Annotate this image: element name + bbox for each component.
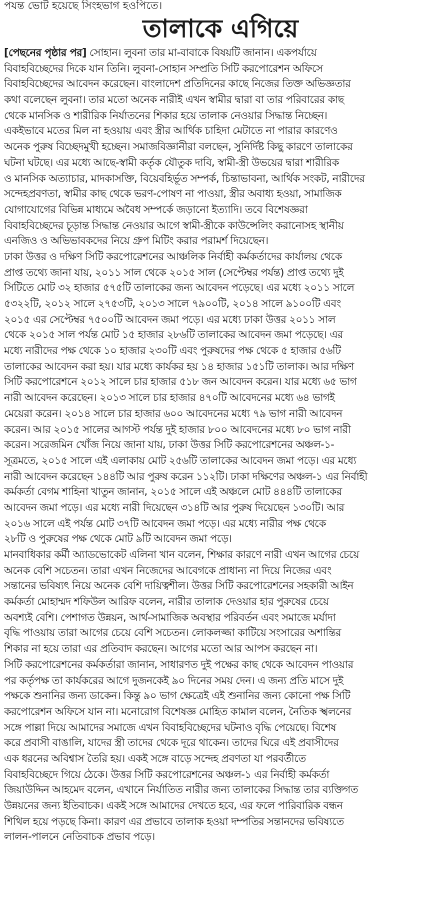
article-line: ৫৩২২টি, ২০১২ সালে ২৭৫৩টি, ২০১৩ সালে ৭৯০০টি, ২০১৪ সালে ৯১০০টি এবং: [4, 298, 341, 310]
previous-article-fragment: পযন্ত ভোট হয়েছে সিংহভাগ হওপিতে।: [4, 0, 163, 12]
article-line: সিটি করপোরেশনে ২০১২ সালে চার হাজার ৫১৮ জন আবেদন করেন। যার মধ্যে ৬৫ ভাগ: [4, 376, 357, 389]
article-line: নারী আবেদন করেছেন। ২০১৩ সালে চার হাজার ৪৭০টি আবেদনের মধ্যে ৬৪ ভাগই: [4, 392, 335, 405]
article-line: বিবাহবিচ্ছেদে গিয়ে ঠেকে। উত্তর সিটি করপোরেশনের অঞ্চল-১ এর নির্বাহী কর্মকর্তা: [4, 768, 330, 781]
jump-label: [পেছনের পৃষ্ঠার পর]: [4, 47, 87, 59]
article-line: থেকে মানসিক ও শারীরিক নির্যাতনের শিকার হয়ে তালাক নেওয়ার সিদ্ধান্ত নিচ্ছেন।: [4, 109, 328, 122]
article-line: প্রাপ্ত তথ্যে জানা যায়, ২০১১ সাল থেকে ২০১৫ সাল (সেপ্টেম্বর পর্যন্ত) প্রাপ্ত তথ্যে দুই: [4, 266, 344, 279]
article-line-text: সোহান। লুবনা তার মা-বাবাকে বিষয়টি জানান। একপর্যায়ে: [86, 47, 317, 59]
article-line: যোগাযোগের বিভিন্ন মাধ্যমে অবৈধ সম্পর্কে জড়ানো ইত্যাদি। তবে বিশেষজ্ঞরা: [4, 203, 308, 216]
article-line: অনেক পুরুষ বিচ্ছেদমুখী হচ্ছেন। সমাজবিজ্ঞানীরা বলছেন, সুনির্দিষ্ট কিছু কারণে তালাকের: [4, 141, 353, 154]
article-line: মধ্যে নারীদের পক্ষ থেকে ১০ হাজার ২৩০টি এবং পুরুষদের পক্ষ থেকে ৫ হাজার ৫৬টি: [4, 345, 341, 358]
article-line: বিবাহবিচ্ছেদের দিকে যান তিনি। লুবনা-সোহান সম্প্রতি সিটি করপোরেশন অফিসে: [4, 62, 323, 75]
article-line: শিকার না হয়ে তারা এর প্রতিবাদ করছেন। আগের মতো আর আপস করছেন না।: [4, 643, 318, 656]
article-line: মেয়েরা করেন। ২০১৪ সালে চার হাজার ৬০০ আবেদনের মধ্যে ৭৯ ভাগ নারী আবেদন: [4, 407, 343, 420]
article-line: পর কর্তৃপক্ষ তা কার্যকরের আগে দুজনকেই ৯০ দিনের সময় দেন। এ জন্য প্রতি মাসে দুই: [4, 674, 344, 687]
article-line: বিবাহবিচ্ছেদের চূড়ান্ত সিদ্ধান্ত নেওয়ার আগে স্বামী-স্ত্রীকে কাউন্সেলিং করানোসহ স্থানীয়: [4, 219, 344, 232]
article-line: করে প্রবাসী বাঙালি, যাদের স্ত্রী তাদের থেকে দূরে থাকেন। তাদের ঘিরে এই প্রবাসীদের: [4, 737, 339, 750]
article-line: মানবাধিকার কর্মী অ্যাডভোকেট এলিনা খান বলেন, শিক্ষার কারণে নারী এখন আগের চেয়ে: [4, 549, 359, 561]
article-line: পক্ষকে শুনানির জন্য ডাকেন। কিন্তু ৯০ ভাগ ক্ষেত্রেই এই শুনানির জন্য কোনো পক্ষ সিটি: [4, 690, 351, 703]
article-line: আবেদন জমা পড়ে। এর মধ্যে নারী দিয়েছেন ৩১৪টি আর পুরুষ দিয়েছেন ১৩০টি। আর: [4, 501, 345, 514]
article-line: কর্মকর্তা মোহাম্মদ শফিউল আরিফ বলেন, নারীর তালাক দেওয়ার হার পুরুষের চেয়ে: [4, 596, 329, 609]
article-line: সূত্রমতে, ২০১৫ সালে এই এলাকায় মোট ২৫৬টি তালাকের আবেদন জমা পড়ে। এর মধ্যে: [4, 454, 357, 467]
article-line: লালন-পালনে নেতিবাচক প্রভাব পড়ে।: [4, 831, 155, 844]
article-line: শিথিল হয়ে পড়ছে কিনা। কারণ এর প্রভাবে তালাক হওয়া দম্পতির সন্তানদের ভবিষ্যতে: [4, 815, 344, 828]
article-line: ২৮টি ও পুরুষের পক্ষ থেকে মোট ৯টি আবেদন জমা পড়ে।: [4, 533, 232, 546]
article-line: কথা বলেছেন লুবনা। তার মতো অনেক নারীই এখন স্বামীর দ্বারা বা তার পরিবারের কাছ: [4, 94, 344, 107]
article-line: বৃদ্ধি পাওয়ায় তারা আগের চেয়ে বেশি সচেতন। লোকলজ্জা কাটিয়ে সংসারের অশান্তির: [4, 627, 342, 640]
article-line: [4, 46, 438, 62]
article-line: একইভাবে মতের মিল না হওয়ায় এবং স্ত্রীর আর্থিক চাহিদা মেটাতে না পারার কারণেও: [4, 125, 338, 138]
article-line: জিয়াউদ্দিন আহমেদ বলেন, এখানে নির্যাতিত নারীর জন্য তালাকের সিদ্ধান্ত তার ব্যক্তিগত: [4, 784, 358, 797]
article-line: এক ধরনের অবিশ্বাস তৈরি হয়। একই সঙ্গে বাড়ে সন্দেহ প্রবণতা যা পরবর্তীতে: [4, 752, 306, 765]
article-line: করেন। আর ২০১৫ সালের আগস্ট পর্যন্ত দুই হাজার ৮০০ আবেদনের মধ্যে ৮০ ভাগ নারী: [4, 423, 351, 436]
article-line: অবশ্যই বেশি। পেশাগত উন্নয়ন, আর্থ-সামাজিক অবস্থার পরিবর্তন এবং সমাজে মর্যাদা: [4, 611, 336, 624]
article-line: বিবাহবিচ্ছেদের আবেদন করেছেন। বাংলাদেশ প্রতিদিনের কাছে নিজের তিক্ত অভিজ্ঞতার: [4, 78, 351, 91]
article-line: সিটিতে মোট ৩২ হাজার ৫৭৫টি তালাকের জন্য আবেদন পড়েছে। এর মধ্যে ২০১১ সালে: [4, 282, 355, 295]
article-body: [4, 46, 438, 906]
article-line: ঢাকা উত্তর ও দক্ষিণ সিটি করপোরেশনের আঞ্চলিক নির্বাহী কর্মকর্তাদের কার্যালয় থেকে: [4, 250, 342, 263]
article-line: নারী আবেদন করেছেন ১৪৪টি আর পুরুষ করেন ১১২টি। ঢাকা দক্ষিণের অঞ্চল-১ এর নির্বাহী: [4, 470, 368, 483]
article-line: সন্দেহপ্রবণতা, স্বামীর কাছ থেকে ভরণ-পোষণ না পাওয়া, স্ত্রীর অবাধ্য হওয়া, সামাজিক: [4, 188, 342, 201]
article-line: থেকে ২০১৫ সাল পর্যন্ত মোট ১৫ হাজার ২৮৬টি তালাকের আবেদন জমা পড়েছে। এর: [4, 329, 343, 342]
article-line: সন্তানের ভবিষ্যৎ নিয়ে অনেক বেশি দায়িত্বশীল। উত্তর সিটি করপোরেশনের সহকারী আইন: [4, 580, 354, 593]
article-line: ও মানসিক অত্যাচার, মাদকাসক্তি, বিয়েবহির্ভূত সম্পর্ক, চিন্তাভাবনা, আর্থিক সংকট, নারীদের: [4, 172, 365, 185]
article-line: সিটি করপোরেশনের কর্মকর্তারা জানান, সাধারণত দুই পক্ষের কাছ থেকে আবেদন পাওয়ার: [4, 658, 354, 671]
article-line: তালাকের আবেদন করা হয়। যার মধ্যে কার্যকর হয় ১৪ হাজার ১৫১টি তালাক। আর দক্ষিণ: [4, 360, 354, 373]
article-line: করেন। সরেজমিন খোঁজ নিয়ে জানা যায়, ঢাকা উত্তর সিটি করপোরেশনের অঞ্চল-১-: [4, 439, 335, 452]
article-line: কর্মকর্তা বেগম শাহিনা খাতুন জানান, ২০১৫ সালে এই অঞ্চলে মোট ৪৪৪টি তালাকের: [4, 486, 342, 499]
article-line: সঙ্গে পাল্লা দিয়ে আমাদের সমাজে এখন বিবাহবিচ্ছেদের ঘটনাও বৃদ্ধি পেয়েছে। বিশেষ: [4, 721, 336, 734]
article-line: ২০১৫ এর সেপ্টেম্বর ৭৫০০টি আবেদন জমা পড়ে। এর মধ্যে ঢাকা উত্তর ২০১১ সাল: [4, 313, 336, 326]
article-line: উন্নয়নের জন্য ইতিবাচক। একই সঙ্গে আমাদের দেখতে হবে, এর ফলে পারিবারিক বন্ধন: [4, 800, 343, 812]
article-line: করপোরেশন অফিসে যান না। মনোরোগ বিশেষজ্ঞ মোহিত কামাল বলেন, নৈতিক স্খলনের: [4, 705, 352, 718]
article-line: অনেক বেশি সচেতন। তারা এখন নিজেদের আবেগকে প্রাধান্য না দিয়ে নিজের এবং: [4, 564, 332, 577]
headline: তালাকে এগিয়ে: [142, 14, 299, 43]
article-lines: [4, 62, 438, 846]
article-line: ২০১৬ সালে এই পর্যন্ত মোট ৩৭টি আবেদন জমা পড়ে। এর মধ্যে নারীর পক্ষ থেকে: [4, 517, 326, 530]
article-line: এনজিও ও অভিভাবকদের নিয়ে গ্রুপ মিটিং করার পরামর্শ দিয়েছেন।: [4, 235, 269, 248]
article-line: ঘটনা ঘটছে। এর মধ্যে আছে-স্বামী কর্তৃক যৌতুক দাবি, স্বামী-স্ত্রী উভয়ের দ্বারা শারীরিক: [4, 156, 339, 169]
